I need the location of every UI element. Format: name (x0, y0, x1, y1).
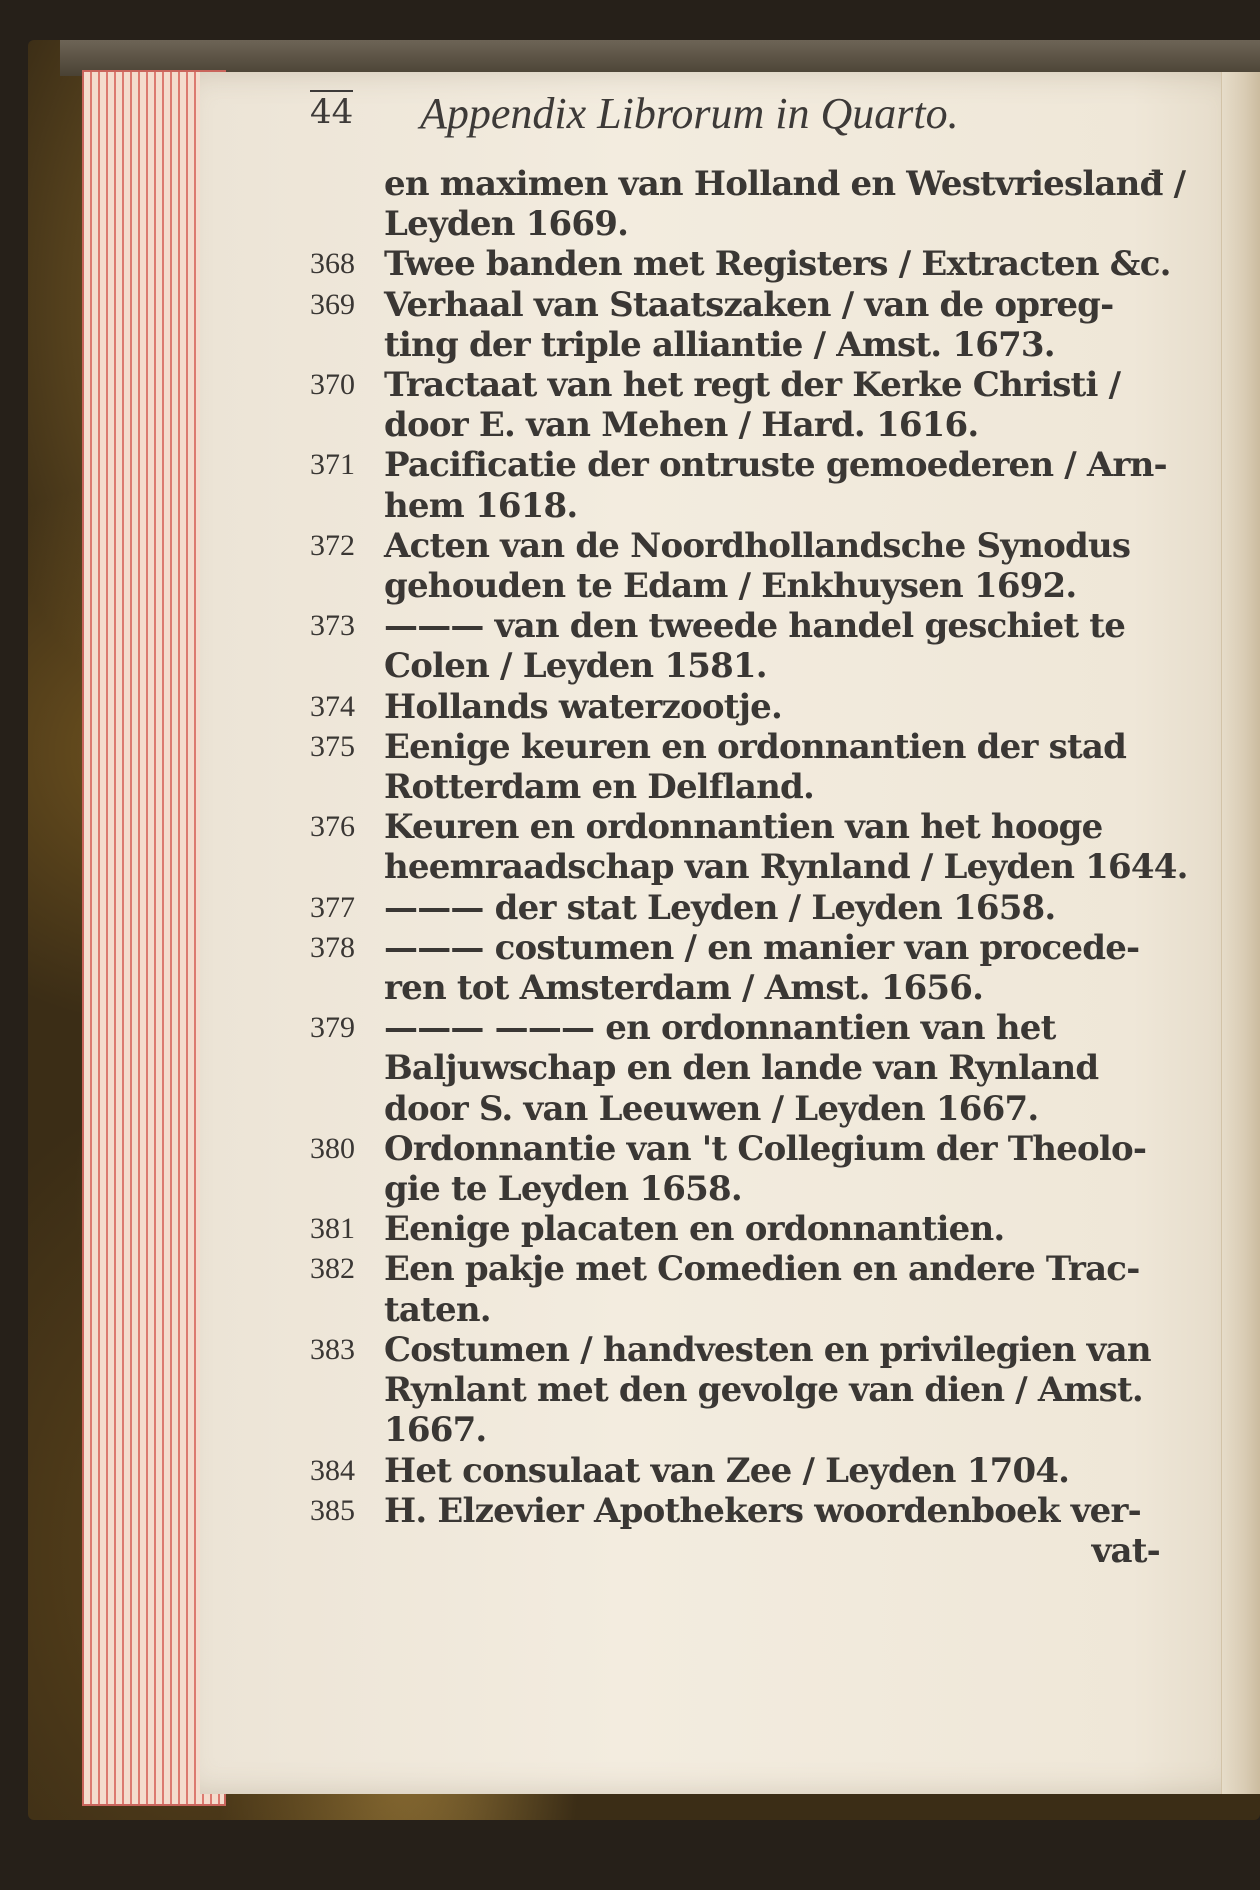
entry-text (384, 1330, 1160, 1451)
catalogue-entry (310, 888, 1160, 928)
catalogue-entry (310, 1249, 1160, 1329)
entry-text (384, 888, 1160, 928)
entry-line: ——— van den tweede handel geschiet te (384, 606, 1126, 647)
entry-text (384, 1008, 1160, 1129)
entry-text (384, 445, 1167, 526)
entry-text (384, 606, 1160, 686)
entry-number: 379 (310, 1011, 355, 1045)
entry-number: 376 (310, 810, 355, 844)
entry-line: ren tot Amsterdam / Amst. 1656. (384, 968, 984, 1009)
entry-text (384, 365, 1160, 445)
cover-top-edge (60, 40, 1260, 76)
entry-number: 380 (310, 1131, 355, 1165)
catalogue-entry (310, 1491, 1160, 1531)
entry-number: 372 (310, 528, 355, 562)
catalogue-entry (310, 1451, 1160, 1491)
entry-text (384, 727, 1160, 807)
entry-line: ting der triple alliantie / Amst. 1673. (384, 324, 1055, 365)
entry-line: hem 1618. (384, 485, 578, 526)
entry-number: 369 (310, 287, 355, 321)
catalogue-entry (310, 727, 1160, 807)
entry-text (384, 244, 1171, 285)
page-header (310, 86, 1130, 146)
entry-text (384, 1129, 1160, 1209)
entry-number: 385 (310, 1493, 355, 1527)
entry-line: Baljuwschap en den lande van Rynland (384, 1048, 1099, 1089)
entry-line: gehouden te Edam / Enkhuysen 1692. (384, 566, 1077, 607)
entry-line: Twee banden met Registers / Extracten &c. (384, 244, 1171, 285)
catalogue-entry (310, 687, 1160, 727)
entry-line: en maximen van Holland en Westvrieslanđ / (384, 164, 1186, 204)
catalogue-entry (310, 1129, 1160, 1209)
entry-text (384, 807, 1188, 888)
catalogue-entry (310, 285, 1160, 365)
entry-number: 382 (310, 1252, 355, 1286)
entry-line: Tractaat van het regt der Kerke Christi / (384, 365, 1121, 406)
catalogue-entry (310, 445, 1167, 526)
entry-line: Keuren en ordonnantien van het hooge (384, 807, 1103, 848)
entry-number: 368 (310, 247, 355, 281)
entry-line: heemraadschap van Rynland / Leyden 1644. (384, 847, 1188, 888)
entry-line: taten. (384, 1289, 491, 1330)
entry-number: 375 (310, 729, 355, 763)
entry-line: Colen / Leyden 1581. (384, 646, 767, 687)
entry-line: H. Elzevier Apothekers woordenboek ver- (384, 1490, 1141, 1531)
entry-line: Ordonnantie van 't Collegium der Theolo- (384, 1128, 1147, 1169)
catalogue-entry (310, 244, 1171, 285)
page-number: 44 (310, 92, 354, 132)
entry-line: Rynlant met den gevolge van dien / Amst. (384, 1370, 1143, 1411)
entry-number: 373 (310, 609, 355, 643)
entry-line: ——— der stat Leyden / Leyden 1658. (384, 887, 1056, 928)
catalogue-entry (310, 928, 1160, 1008)
entry-line: Eenige placaten en ordonnantien. (384, 1209, 1005, 1250)
entry-number: 384 (310, 1453, 355, 1487)
entry-line: Costumen / handvesten en privilegien van (384, 1329, 1151, 1370)
entry-line: Hollands waterzootje. (384, 686, 783, 727)
entry-number: 377 (310, 890, 355, 924)
entry-number: 371 (310, 448, 355, 482)
catalogue-entries (310, 164, 1188, 1571)
catalogue-entry (310, 526, 1160, 606)
entry-text (384, 285, 1160, 365)
page-gutter (1221, 72, 1260, 1794)
book-page (200, 72, 1260, 1794)
entry-line: Het consulaat van Zee / Leyden 1704. (384, 1450, 1070, 1491)
entry-text (384, 1249, 1160, 1329)
entry-text (384, 687, 1160, 727)
entry-text (384, 1209, 1160, 1249)
entry-line: gie te Leyden 1658. (384, 1169, 742, 1210)
entry-text (384, 164, 1186, 245)
catalogue-entry (310, 365, 1160, 445)
entry-text (384, 526, 1160, 606)
entry-line: ——— ——— en ordonnantien van het (384, 1008, 1056, 1049)
entry-line: ——— costumen / en manier van procede- (384, 927, 1140, 968)
entry-line: Eenige keuren en ordonnantien der stad (384, 726, 1127, 767)
entry-number: 381 (310, 1212, 355, 1246)
entry-line: 1667. (384, 1410, 487, 1451)
catalogue-entry (310, 1209, 1160, 1249)
entry-line: Pacificatie der ontruste gemoederen / Arn- (384, 445, 1167, 486)
entry-line: Een pakje met Comedien en andere Trac- (384, 1249, 1140, 1290)
entry-line: Leyden 1669. (384, 204, 629, 245)
entry-number: 374 (310, 689, 355, 723)
entry-line: door E. van Mehen / Hard. 1616. (384, 405, 979, 446)
entry-text (384, 1491, 1160, 1531)
catalogue-entry (310, 807, 1188, 888)
catalogue-entry (310, 164, 1186, 245)
entry-text (384, 928, 1160, 1008)
catalogue-entry (310, 606, 1160, 686)
running-title: Appendix Librorum in Quarto. (420, 89, 959, 138)
catchword-row (310, 1531, 1160, 1571)
entry-line: Rotterdam en Delfland. (384, 767, 815, 808)
entry-text (384, 1451, 1160, 1491)
entry-number: 383 (310, 1332, 355, 1366)
entry-number: 378 (310, 930, 355, 964)
catalogue-entry (310, 1330, 1160, 1451)
entry-line: Acten van de Noordhollandsche Synodus (384, 525, 1131, 566)
entry-line: Verhaal van Staatszaken / van de opreg- (384, 284, 1114, 325)
catchword: vat- (1091, 1530, 1160, 1571)
entry-number: 370 (310, 368, 355, 402)
entry-line: door S. van Leeuwen / Leyden 1667. (384, 1088, 1039, 1129)
catalogue-entry (310, 1008, 1160, 1129)
